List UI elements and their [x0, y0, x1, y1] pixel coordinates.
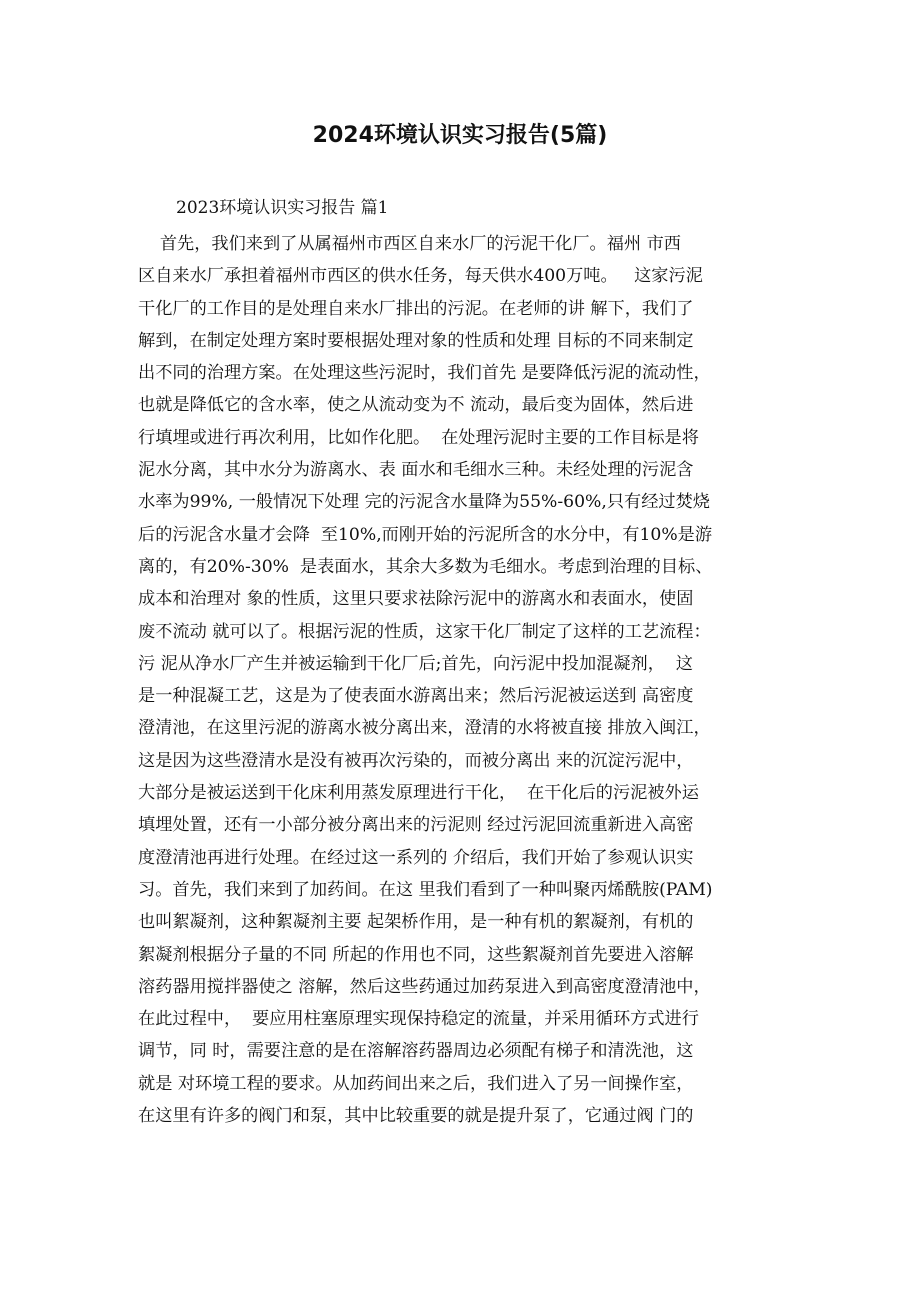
body-paragraph [138, 228, 798, 1132]
text-line: 首先，我们来到了从属福州市西区自来水厂的污泥干化厂。福州 市西 [138, 234, 681, 254]
text-line: 后的污泥含水量才会降 至10%,而刚开始的污泥所含的水分中，有10%是游 [138, 524, 713, 545]
text-line: 也就是降低它的含水率，使之从流动变为不 流动，最后变为固体，然后进 [138, 395, 694, 416]
text-line: 习。首先，我们来到了加药间。在这 里我们看到了一种叫聚丙烯酰胺(PAM) [138, 879, 713, 900]
text-line: 也叫絮凝剂，这种絮凝剂主要 起架桥作用，是一种有机的絮凝剂，有机的 [138, 912, 694, 933]
text-line: 就是 对环境工程的要求。从加药间出来之后，我们进入了另一间操作室， [138, 1073, 694, 1094]
text-line: 泥水分离，其中水分为游离水、表 面水和毛细水三种。未经处理的污泥含 [138, 460, 694, 481]
text-line: 调节，同 时，需要注意的是在溶解溶药器周边必须配有梯子和清洗池，这 [138, 1041, 694, 1062]
text-line: 度澄清池再进行处理。在经过这一系列的 介绍后，我们开始了参观认识实 [138, 847, 694, 868]
text-line: 废不流动 就可以了。根据污泥的性质，这家干化厂制定了这样的工艺流程： [138, 621, 711, 642]
text-line: 澄清池，在这里污泥的游离水被分离出来，澄清的水将被直接 排放入闽江， [138, 718, 711, 739]
text-line: 填埋处置，还有一小部分被分离出来的污泥则 经过污泥回流重新进入高密 [138, 815, 694, 836]
text-line: 区自来水厂承担着福州市西区的供水任务，每天供水400万吨。 这家污泥 [138, 266, 703, 287]
section-heading: 2023环境认识实习报告 篇1 [176, 198, 389, 218]
text-line: 絮凝剂根据分子量的不同 所起的作用也不同，这些絮凝剂首先要进入溶解 [138, 944, 694, 965]
text-line: 水率为99%, 一般情况下处理 完的污泥含水量降为55%-60%,只有经过焚烧 [138, 492, 710, 513]
text-line: 成本和治理对 象的性质，这里只要求祛除污泥中的游离水和表面水，使固 [138, 589, 694, 610]
text-line: 解到，在制定处理方案时要根据处理对象的性质和处理 目标的不同来制定 [138, 330, 694, 351]
text-line: 在此过程中， 要应用柱塞原理实现保持稳定的流量，并采用循环方式进行 [138, 1009, 699, 1030]
text-line: 是一种混凝工艺，这是为了使表面水游离出来；然后污泥被运送到 高密度 [138, 686, 694, 707]
text-line: 污 泥从净水厂产生并被运输到干化厂后;首先，向污泥中投加混凝剂， 这 [138, 653, 693, 674]
text-line: 行填埋或进行再次利用，比如作化肥。 在处理污泥时主要的工作目标是将 [138, 427, 699, 448]
text-line: 这是因为这些澄清水是没有被再次污染的，而被分离出 来的沉淀污泥中， [138, 750, 694, 771]
text-line: 干化厂的工作目的是处理自来水厂排出的污泥。在老师的讲 解下，我们了 [138, 298, 694, 319]
text-line: 出不同的治理方案。在处理这些污泥时，我们首先 是要降低污泥的流动性， [138, 363, 711, 384]
text-line: 离的，有20%-30% 是表面水，其余大多数为毛细水。考虑到治理的目标、 [138, 556, 713, 577]
text-line: 溶药器用搅拌器使之 溶解，然后这些药通过加药泵进入到高密度澄清池中， [138, 976, 711, 997]
document-title: 2024环境认识实习报告(5篇) [312, 123, 608, 148]
text-line: 大部分是被运送到干化床利用蒸发原理进行干化， 在干化后的污泥被外运 [138, 783, 699, 804]
text-line: 在这里有许多的阀门和泵，其中比较重要的就是提升泵了，它通过阀 门的 [138, 1106, 694, 1127]
